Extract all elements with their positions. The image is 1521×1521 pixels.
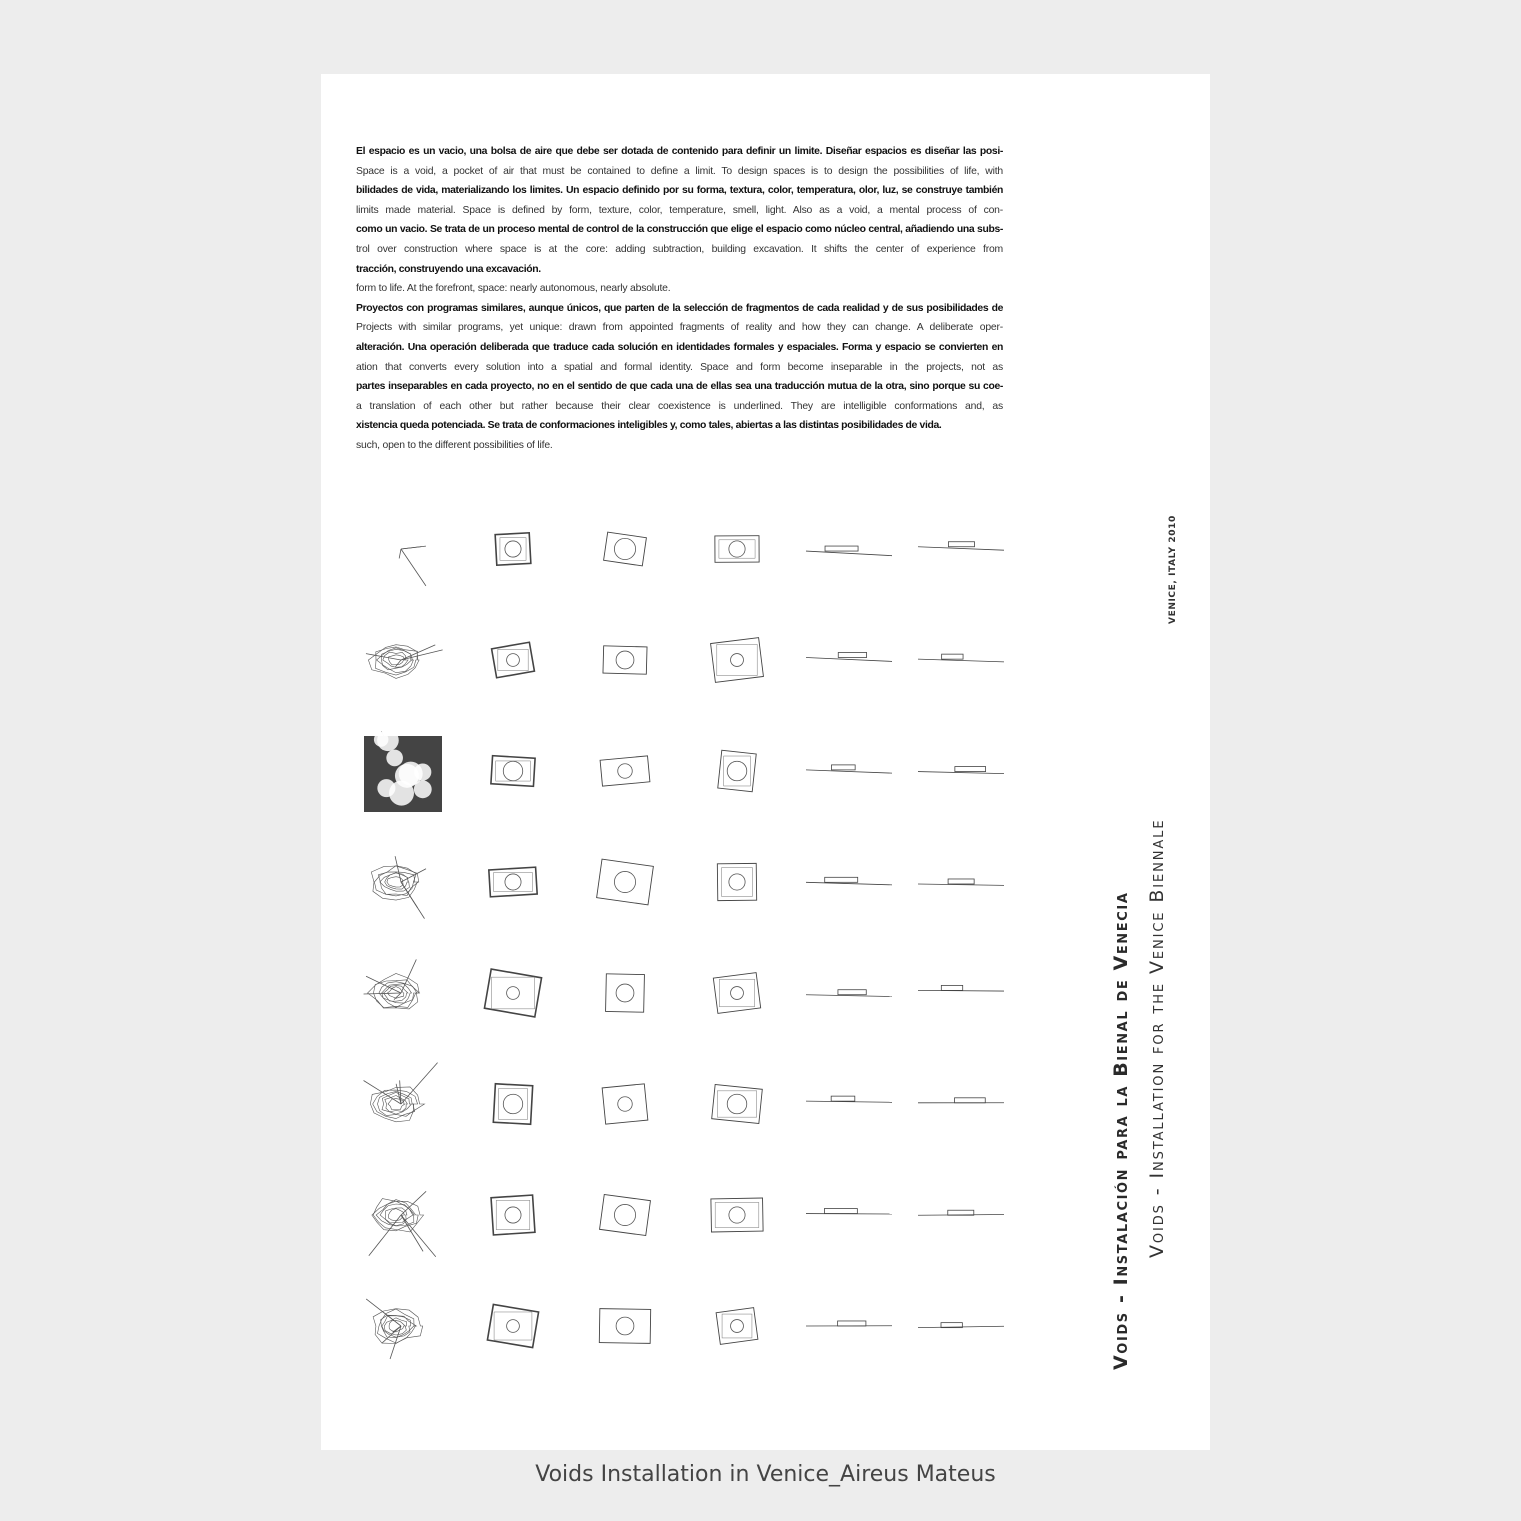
text-line-english: Projects with similar programs, yet unique: drawn from appointed fragments of reality and how they can change. A deliberate oper- — [356, 322, 1003, 334]
plan-drawing — [580, 504, 670, 594]
plan-drawing — [692, 1170, 782, 1260]
bilingual-text — [356, 142, 1003, 456]
site-drawing — [356, 837, 446, 927]
section-drawing — [916, 726, 1006, 816]
text-line-english: such, open to the different possibilities of life. — [356, 439, 553, 451]
text-line-english: a translation of each other but rather because their clear coexistence is underlined. They are intelligible conformations and, as — [356, 400, 1003, 412]
document-sheet — [321, 74, 1210, 1450]
text-line-spanish: bilidades de vida, materializando los limites. Un espacio definido por su forma, textura, color, temperatura, olor, luz, se construye también — [356, 185, 1003, 197]
site-drawing — [356, 948, 446, 1038]
text-line-english: Space is a void, a pocket of air that must be contained to define a limit. To design spaces is to design the possibilities of life, with — [356, 165, 1003, 177]
section-drawing — [804, 948, 894, 1038]
section-drawing — [916, 615, 1006, 705]
section-drawing — [804, 1059, 894, 1149]
plan-drawing — [692, 504, 782, 594]
section-drawing — [916, 504, 1006, 594]
section-drawing — [804, 615, 894, 705]
plan-drawing — [468, 615, 558, 705]
text-line-spanish: alteración. Una operación deliberada que traduce cada solución en identidades formales y espaciales. Forma y espacio se convierten en — [356, 341, 1003, 353]
plan-drawing — [468, 1170, 558, 1260]
plan-drawing — [580, 1059, 670, 1149]
plan-drawing — [692, 615, 782, 705]
section-drawing — [916, 1170, 1006, 1260]
plan-drawing — [468, 504, 558, 594]
vertical-title-block — [1086, 424, 1216, 1374]
plan-drawing — [692, 726, 782, 816]
plan-drawing — [580, 948, 670, 1038]
image-caption: Voids Installation in Venice_Aireus Mateus — [535, 1462, 996, 1487]
section-drawing — [804, 837, 894, 927]
place-date: VENICE, ITALY 2010 — [1168, 515, 1178, 624]
text-line-spanish: tracción, construyendo una excavación. — [356, 263, 541, 275]
plan-drawing — [468, 1059, 558, 1149]
plan-drawing — [468, 1281, 558, 1371]
site-drawing — [356, 1059, 446, 1149]
text-line-spanish: como un vacio. Se trata de un proceso mental de control de la construcción que elige el espacio como núcleo central, añadiendo una subs- — [356, 224, 1003, 236]
title-spanish: Voids - Instalación para la Bienal de Venecia — [1110, 891, 1132, 1370]
plan-drawing — [580, 837, 670, 927]
text-line-english: form to life. At the forefront, space: nearly autonomous, nearly absolute. — [356, 283, 671, 295]
site-drawing — [356, 1170, 446, 1260]
title-english: Voids - Installation for the Venice Biennale — [1146, 818, 1168, 1258]
section-drawing — [804, 726, 894, 816]
site-drawing — [356, 726, 446, 816]
plan-drawing — [580, 1170, 670, 1260]
plan-drawing — [468, 726, 558, 816]
text-line-english: limits made material. Space is defined by form, texture, color, temperature, smell, light. Also as a void, a mental process of con- — [356, 204, 1003, 216]
plan-drawing — [692, 1059, 782, 1149]
plan-drawing — [580, 1281, 670, 1371]
section-drawing — [804, 1281, 894, 1371]
plan-drawing — [580, 726, 670, 816]
section-drawing — [804, 1170, 894, 1260]
plan-drawing — [468, 837, 558, 927]
plan-drawing — [468, 948, 558, 1038]
plan-drawing — [692, 837, 782, 927]
text-line-spanish: Proyectos con programas similares, aunque únicos, que parten de la selección de fragmentos de cada realidad y de sus posibilidades de — [356, 302, 1003, 314]
section-drawing — [916, 837, 1006, 927]
text-line-english: ation that converts every solution into a spatial and formal identity. Space and form become inseparable in the projects, not as — [356, 361, 1003, 373]
plan-drawing — [692, 1281, 782, 1371]
plan-drawing — [580, 615, 670, 705]
plan-drawing — [692, 948, 782, 1038]
text-line-spanish: El espacio es un vacio, una bolsa de aire que debe ser dotada de contenido para definir un limite. Diseñar espacios es diseñar las posi- — [356, 146, 1003, 157]
text-line-spanish: partes inseparables en cada proyecto, no en el sentido de que cada una de ellas sea una traducción mutua de la otra, sino porque su coe- — [356, 381, 1003, 393]
text-line-english: trol over construction where space is at the core: adding subtraction, building excavation. It shifts the center of experience from — [356, 243, 1003, 255]
section-drawing — [916, 1281, 1006, 1371]
site-drawing — [356, 504, 446, 594]
drawing-grid — [356, 504, 1006, 1374]
site-drawing — [356, 1281, 446, 1371]
text-line-spanish: xistencia queda potenciada. Se trata de conformaciones inteligibles y, como tales, abiertas a las distintas posibilidades de vida. — [356, 420, 942, 432]
site-drawing — [356, 615, 446, 705]
section-drawing — [804, 504, 894, 594]
section-drawing — [916, 948, 1006, 1038]
section-drawing — [916, 1059, 1006, 1149]
